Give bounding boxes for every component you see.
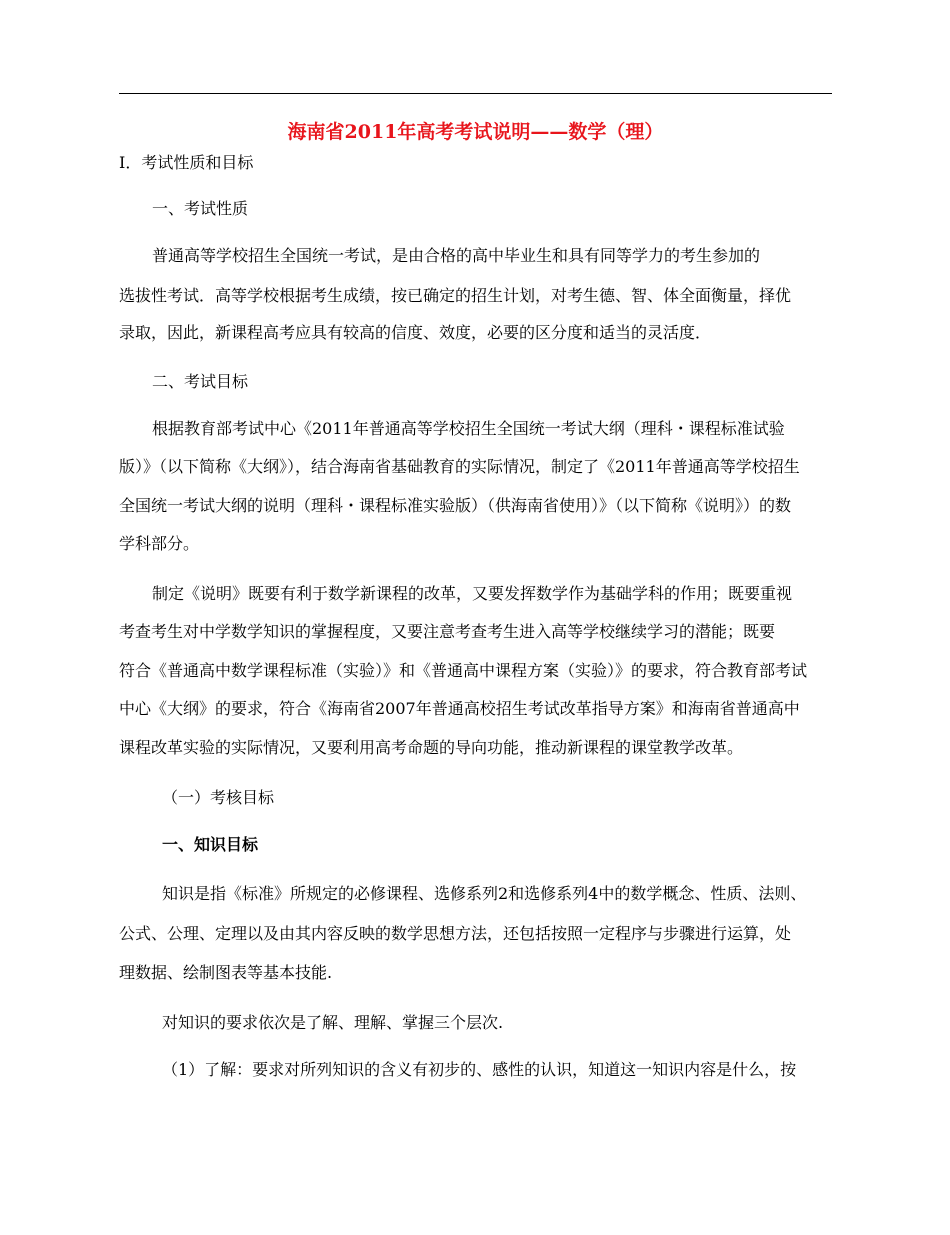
- subsection-heading-assessment: （一）考核目标: [162, 788, 275, 807]
- paragraph-line: 中心《大纲》的要求，符合《海南省2007年普通高校招生考试改革指导方案》和海南省普通高中: [119, 699, 800, 718]
- paragraph-line: 普通高等学校招生全国统一考试，是由合格的高中毕业生和具有同等学力的考生参加的: [152, 246, 761, 265]
- knowledge-goal-heading: 一、知识目标: [162, 835, 259, 854]
- paragraph-line: 根据教育部考试中心《2011年普通高等学校招生全国统一考试大纲（理科・课程标准试验: [152, 419, 785, 438]
- paragraph-line: 理数据、绘制图表等基本技能.: [119, 963, 333, 982]
- subsection-heading-goal: 二、考试目标: [152, 372, 249, 391]
- paragraph-line: 学科部分。: [119, 534, 200, 553]
- paragraph-line: 全国统一考试大纲的说明（理科・课程标准实验版）（供海南省使用）》（以下简称《说明》）的数: [119, 496, 792, 515]
- paragraph-line: 对知识的要求依次是了解、理解、掌握三个层次.: [162, 1013, 504, 1032]
- subsection-heading-nature: 一、考试性质: [152, 199, 249, 218]
- paragraph-line: 版）》（以下简称《大纲》），结合海南省基础教育的实际情况，制定了《2011年普通高等学校招生: [119, 457, 800, 476]
- paragraph-line: 制定《说明》既要有利于数学新课程的改革，又要发挥数学作为基础学科的作用；既要重视: [152, 584, 793, 603]
- header-rule: [119, 93, 832, 94]
- paragraph-line: 录取，因此，新课程高考应具有较高的信度、效度，必要的区分度和适当的灵活度．: [119, 323, 712, 342]
- page-title: 海南省2011年高考考试说明——数学（理）: [287, 121, 664, 143]
- paragraph-line: 符合《普通高中数学课程标准（实验）》和《普通高中课程方案（实验）》的要求，符合教育部考试: [119, 661, 808, 680]
- paragraph-line: 公式、公理、定理以及由其内容反映的数学思想方法，还包括按照一定程序与步骤进行运算，处: [119, 924, 792, 943]
- paragraph-line: 考查考生对中学数学知识的掌握程度，又要注意考查考生进入高等学校继续学习的潜能；既要: [119, 622, 776, 641]
- paragraph-line: （1）了解：要求对所列知识的含义有初步的、感性的认识，知道这一知识内容是什么，按: [162, 1060, 797, 1079]
- paragraph-line: 课程改革实验的实际情况，又要利用高考命题的导向功能，推动新课程的课堂教学改革。: [119, 738, 744, 757]
- paragraph-line: 知识是指《标准》所规定的必修课程、选修系列2和选修系列4中的数学概念、性质、法则、: [162, 884, 807, 903]
- section-heading-1: Ⅰ．考试性质和目标: [119, 153, 254, 172]
- paragraph-line: 选拔性考试．高等学校根据考生成绩，按已确定的招生计划，对考生德、智、体全面衡量，择优: [119, 286, 792, 305]
